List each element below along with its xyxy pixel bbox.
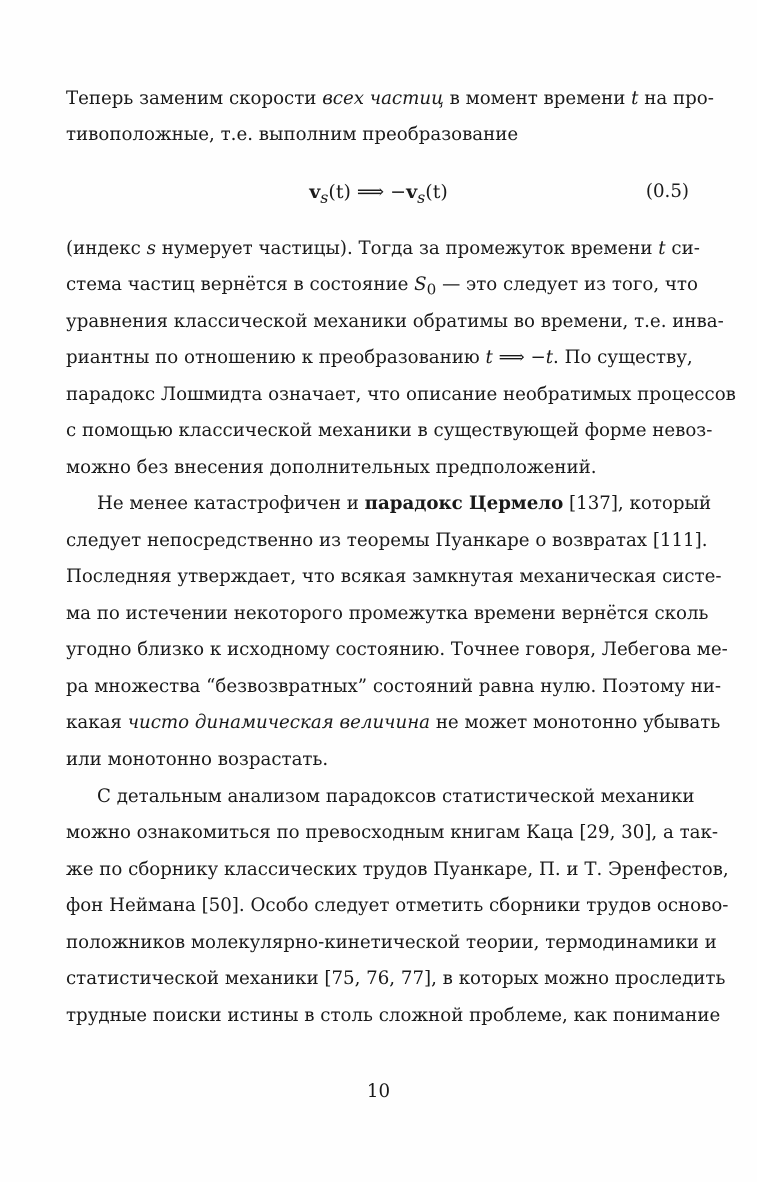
text-line: же по сборнику классических трудов Пуанкаре, П. и Т. Эренфестов,	[66, 859, 729, 880]
text-line: уравнения классической механики обратимы во времени, т.е. инва-	[66, 311, 724, 332]
text-line: (индекс s нумерует частицы). Тогда за промежуток времени t си-	[66, 238, 700, 259]
text-line: парадокс Лошмидта означает, что описание необратимых процессов	[66, 384, 736, 405]
equation: $v_s(t)$ ⟹ $-v_s(t)$	[309, 181, 448, 207]
text-line: ма по истечении некоторого промежутка времени вернётся сколь	[66, 603, 709, 624]
text-line: следует непосредственно из теоремы Пуанкаре о возвратах [111].	[66, 530, 708, 551]
text-line: ра множества “безвозвратных” состояний равна нулю. Поэтому ни-	[66, 676, 722, 697]
text-line: положников молекулярно-кинетической теории, термодинамики и	[66, 932, 717, 953]
page-number: 10	[366, 1081, 391, 1102]
text-line: Последняя утверждает, что всякая замкнутая механическая систе-	[66, 566, 722, 587]
text-line: с помощью классической механики в существующей форме невоз-	[66, 420, 713, 441]
text-line: можно без внесения дополнительных предположений.	[66, 457, 597, 478]
text-line: какая чисто динамическая величина не может монотонно убывать	[66, 712, 721, 733]
text-line: или монотонно возрастать.	[66, 749, 329, 770]
text-line: тивоположные, т.е. выполним преобразование	[66, 124, 519, 145]
text-line: угодно близко к исходному состоянию. Точнее говоря, Лебегова ме-	[66, 639, 728, 660]
equation-number: (0.5)	[645, 181, 689, 202]
text-line: статистической механики [75, 76, 77], в которых можно проследить	[66, 968, 726, 989]
text-line: трудные поиски истины в столь сложной проблеме, как понимание	[66, 1005, 721, 1026]
text-line: риантны по отношению к преобразованию t ⟹ −t. По существу,	[66, 347, 693, 368]
text-line: стема частиц вернётся в состояние $S_0$ — это следует из того, что	[66, 274, 698, 299]
text-line: можно ознакомиться по превосходным книгам Каца [29, 30], а так-	[66, 822, 718, 843]
text-line: Теперь заменим скорости всех частиц в момент времени t на про-	[66, 88, 714, 109]
text-line: Не менее катастрофичен и парадокс Цермело [137], который	[97, 493, 712, 514]
text-line: фон Неймана [50]. Особо следует отметить сборники трудов осново-	[66, 895, 729, 916]
text-line: С детальным анализом парадоксов статистической механики	[97, 786, 695, 807]
